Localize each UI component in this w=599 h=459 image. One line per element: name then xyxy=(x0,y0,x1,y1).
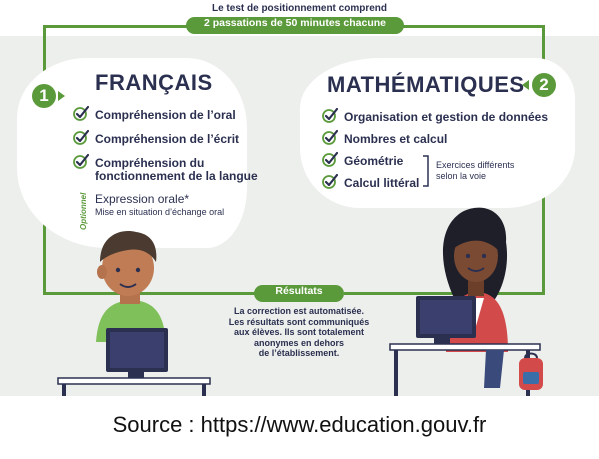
check-circle-icon xyxy=(73,105,89,121)
maths-note-line2: selon la voie xyxy=(436,171,487,181)
francais-item-oral: Compréhension de l’oral xyxy=(95,108,236,122)
boy-at-computer-illustration xyxy=(40,222,230,396)
check-circle-icon xyxy=(73,153,89,169)
optional-description: Mise en situation d’échange oral xyxy=(95,207,225,217)
check-circle-icon xyxy=(322,129,338,145)
header-title: Le test de positionnement comprend xyxy=(211,3,388,14)
check-circle-icon xyxy=(73,129,89,145)
bracket-icon xyxy=(422,155,432,187)
header-subtitle-pill: 2 passations de 50 minutes chacune xyxy=(186,17,404,34)
maths-item-calcul-litteral: Calcul littéral xyxy=(344,176,420,190)
francais-number-badge: 1 xyxy=(32,84,56,108)
francais-item-langue-line2: fonctionnement de la langue xyxy=(95,169,258,183)
results-pill: Résultats xyxy=(254,285,344,302)
francais-item-langue-line1: Compréhension du xyxy=(95,156,205,170)
frame-top-right xyxy=(403,25,545,28)
results-line: de l’établissement. xyxy=(258,348,340,358)
francais-item-ecrit: Compréhension de l’écrit xyxy=(95,132,240,146)
check-circle-icon xyxy=(322,151,338,167)
frame-top-left xyxy=(43,25,187,28)
results-line: La correction est automatisée. xyxy=(233,306,365,316)
backpack-icon xyxy=(515,350,547,392)
results-line: anonymes en dehors xyxy=(253,337,345,348)
check-circle-icon xyxy=(322,173,338,189)
optional-label: Optionnel xyxy=(79,192,88,230)
maths-note-line1: Exercices différents xyxy=(436,160,515,170)
maths-item-geometrie: Géométrie xyxy=(344,154,404,168)
maths-item-nombres: Nombres et calcul xyxy=(344,132,448,146)
results-line: aux élèves. Ils sont totalement xyxy=(233,327,365,337)
maths-number-badge: 2 xyxy=(532,73,556,97)
results-line: Les résultats sont communiqués xyxy=(228,316,370,327)
source-caption: Source : https://www.education.gouv.fr xyxy=(112,412,487,437)
results-text xyxy=(209,306,389,359)
maths-heading: MATHÉMATIQUES xyxy=(327,72,525,97)
optional-title: Expression orale* xyxy=(95,192,190,206)
maths-item-donnees: Organisation et gestion de données xyxy=(344,110,549,124)
francais-arrow-icon xyxy=(58,91,65,101)
check-circle-icon xyxy=(322,107,338,123)
francais-heading: FRANÇAIS xyxy=(95,70,213,95)
